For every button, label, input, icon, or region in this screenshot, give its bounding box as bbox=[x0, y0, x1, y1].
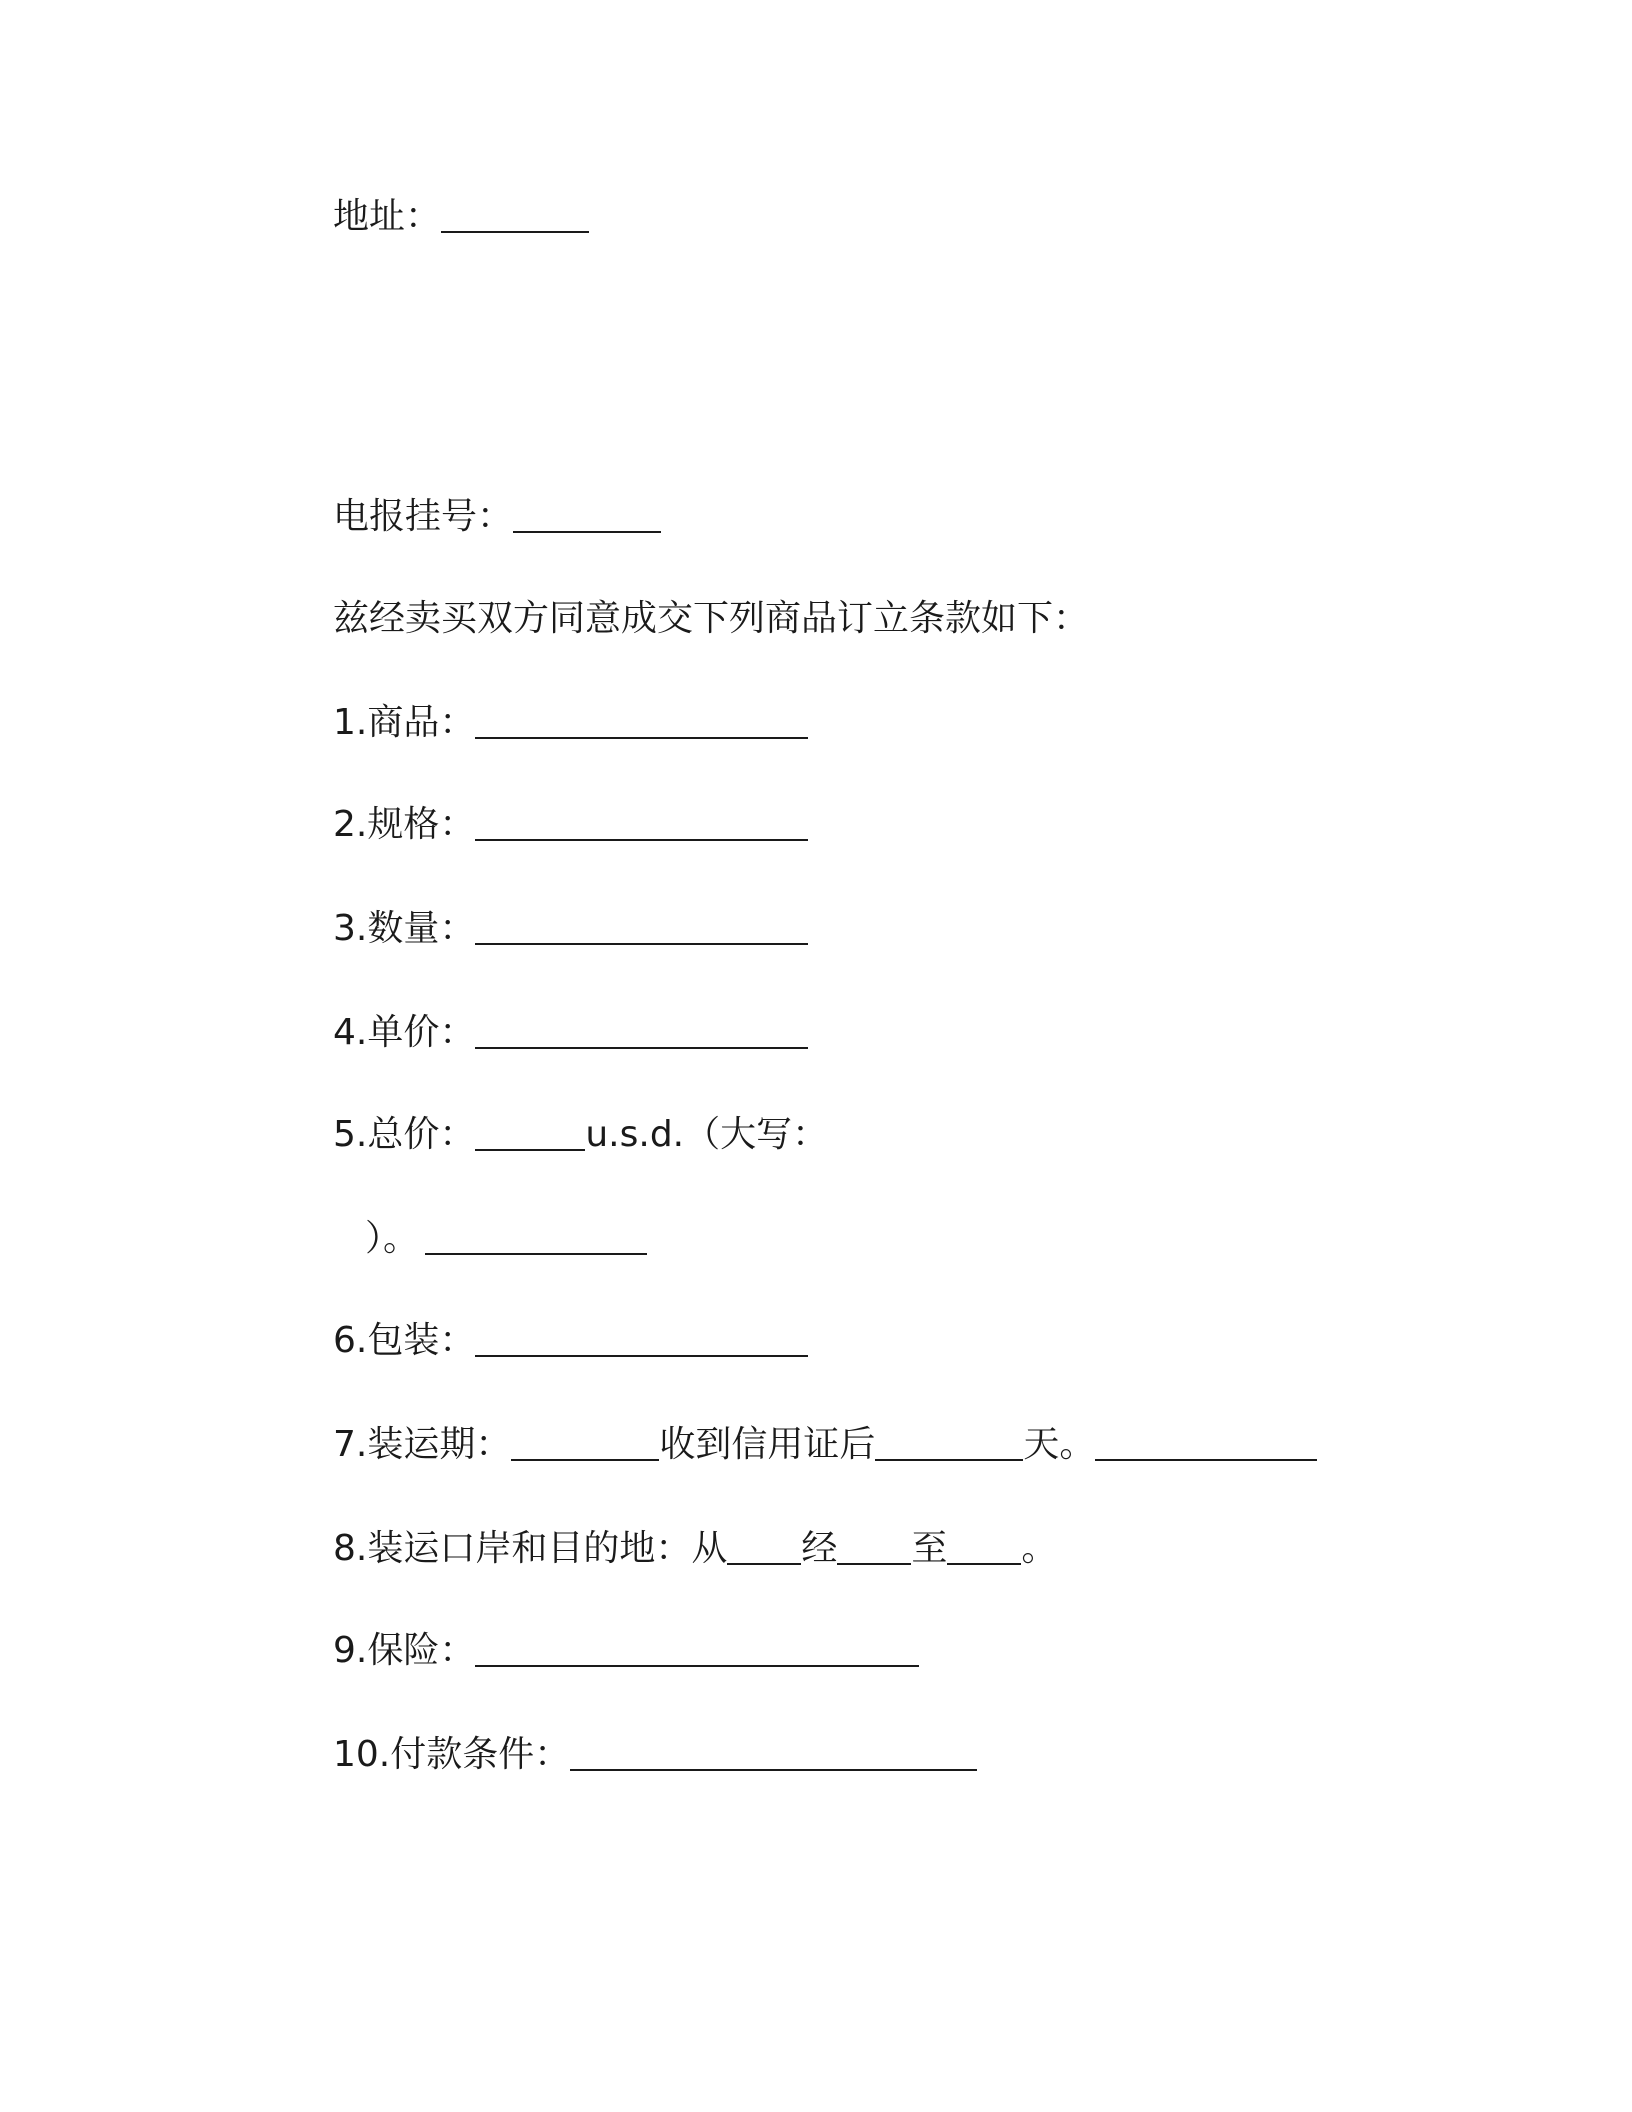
item-label: 1.商品： bbox=[333, 702, 476, 743]
insurance-blank[interactable] bbox=[475, 1629, 919, 1667]
address-label: 地址： bbox=[333, 196, 442, 237]
address-line bbox=[333, 192, 589, 242]
item-label: ）。 bbox=[365, 1218, 420, 1259]
shipment-mid-2: 天。 bbox=[1023, 1424, 1096, 1465]
port-to-blank[interactable] bbox=[947, 1527, 1021, 1565]
item-label: 10.付款条件： bbox=[333, 1734, 571, 1775]
item-label: 5.总价： bbox=[333, 1114, 476, 1155]
item-label: 2.规格： bbox=[333, 804, 476, 845]
intro-line bbox=[333, 594, 1089, 644]
item-label: 8.装运口岸和目的地：从 bbox=[333, 1528, 728, 1569]
total-price-words-blank[interactable] bbox=[425, 1217, 647, 1255]
item-total-price-cont bbox=[365, 1214, 647, 1264]
shipment-blank-3[interactable] bbox=[1095, 1423, 1317, 1461]
item-packing bbox=[333, 1316, 808, 1366]
port-via: 经 bbox=[801, 1528, 838, 1569]
item-commodity bbox=[333, 698, 808, 748]
port-end: 。 bbox=[1021, 1528, 1058, 1569]
item-unit-price bbox=[333, 1008, 808, 1058]
item-insurance bbox=[333, 1626, 919, 1676]
item-label: 3.数量： bbox=[333, 908, 476, 949]
port-from-blank[interactable] bbox=[727, 1527, 801, 1565]
total-price-currency: u.s.d.（大写： bbox=[585, 1114, 829, 1155]
packing-blank[interactable] bbox=[475, 1319, 808, 1357]
port-via-blank[interactable] bbox=[837, 1527, 911, 1565]
specification-blank[interactable] bbox=[475, 803, 808, 841]
item-label: 7.装运期： bbox=[333, 1424, 512, 1465]
item-payment-terms bbox=[333, 1730, 977, 1780]
item-specification bbox=[333, 800, 808, 850]
telegraph-blank[interactable] bbox=[513, 495, 661, 533]
shipment-mid-1: 收到信用证后 bbox=[659, 1424, 876, 1465]
item-port bbox=[333, 1524, 1057, 1574]
item-quantity bbox=[333, 904, 808, 954]
unit-price-blank[interactable] bbox=[475, 1011, 808, 1049]
item-label: 4.单价： bbox=[333, 1012, 476, 1053]
payment-terms-blank[interactable] bbox=[570, 1733, 977, 1771]
intro-text: 兹经卖买双方同意成交下列商品订立条款如下： bbox=[333, 598, 1090, 639]
shipment-blank-2[interactable] bbox=[875, 1423, 1023, 1461]
commodity-blank[interactable] bbox=[475, 701, 808, 739]
telegraph-line bbox=[333, 492, 661, 542]
total-price-blank[interactable] bbox=[475, 1113, 585, 1151]
item-label: 9.保险： bbox=[333, 1630, 476, 1671]
item-shipment bbox=[333, 1420, 1317, 1470]
telegraph-label: 电报挂号： bbox=[333, 496, 514, 537]
port-to: 至 bbox=[911, 1528, 948, 1569]
item-total-price bbox=[333, 1110, 828, 1160]
item-label: 6.包装： bbox=[333, 1320, 476, 1361]
shipment-blank-1[interactable] bbox=[511, 1423, 659, 1461]
address-blank[interactable] bbox=[441, 195, 589, 233]
quantity-blank[interactable] bbox=[475, 907, 808, 945]
